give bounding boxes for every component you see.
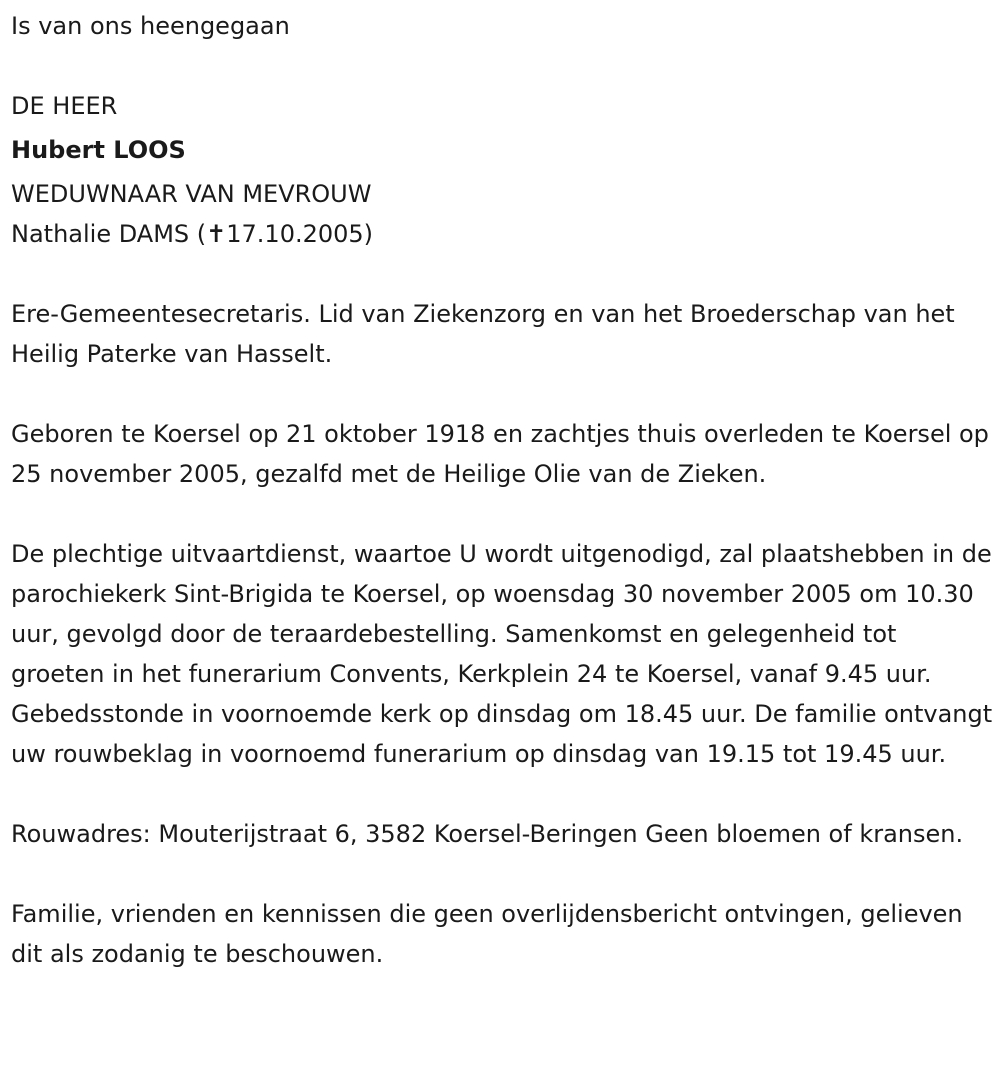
closing-paragraph: Familie, vrienden en kennissen die geen overlijdensbericht ontvingen, gelieven dit als zodanig te beschouwen. [11,900,963,968]
spouse-name: Nathalie DAMS ( [11,220,207,248]
spouse-death-date: 17.10.2005) [226,220,374,248]
intro-line: Is van ons heengegaan [11,12,290,40]
birth-death-paragraph: Geboren te Koersel op 21 oktober 1918 en zachtjes thuis overleden te Koersel op 25 november 2005, gezalfd met de Heilige Olie van de Zieken. [11,420,989,488]
spouse-line [11,214,1000,254]
spacer [11,46,1000,86]
spacer [11,254,1000,294]
address-paragraph: Rouwadres: Mouterijstraat 6, 3582 Koersel-Beringen Geen bloemen of kransen. [11,820,964,848]
spacer [11,374,1000,414]
cross-icon: ✝ [206,220,227,248]
deceased-name: Hubert LOOS [11,136,186,164]
spacer [11,854,1000,894]
title-line: DE HEER [11,92,118,120]
spacer [11,774,1000,814]
spacer [11,494,1000,534]
roles-paragraph: Ere-Gemeentesecretaris. Lid van Ziekenzorg en van het Broederschap van het Heilig Paterke van Hasselt. [11,300,955,368]
funeral-paragraph: De plechtige uitvaartdienst, waartoe U wordt uitgenodigd, zal plaatshebben in de parochiekerk Sint-Brigida te Koersel, op woensdag 30 november 2005 om 10.30 uur, gevolgd door de teraardebestelling. Samenkomst en gelegenheid tot groeten in het funerarium Convents, Kerkplein 24 te Koersel, vanaf 9.45 uur. Gebedsstonde in voornoemde kerk op dinsdag om 18.45 uur. De familie ontvangt uw rouwbeklag in voornoemd funerarium op dinsdag van 19.15 tot 19.45 uur. [11,540,993,768]
widower-line: WEDUWNAAR VAN MEVROUW [11,180,372,208]
